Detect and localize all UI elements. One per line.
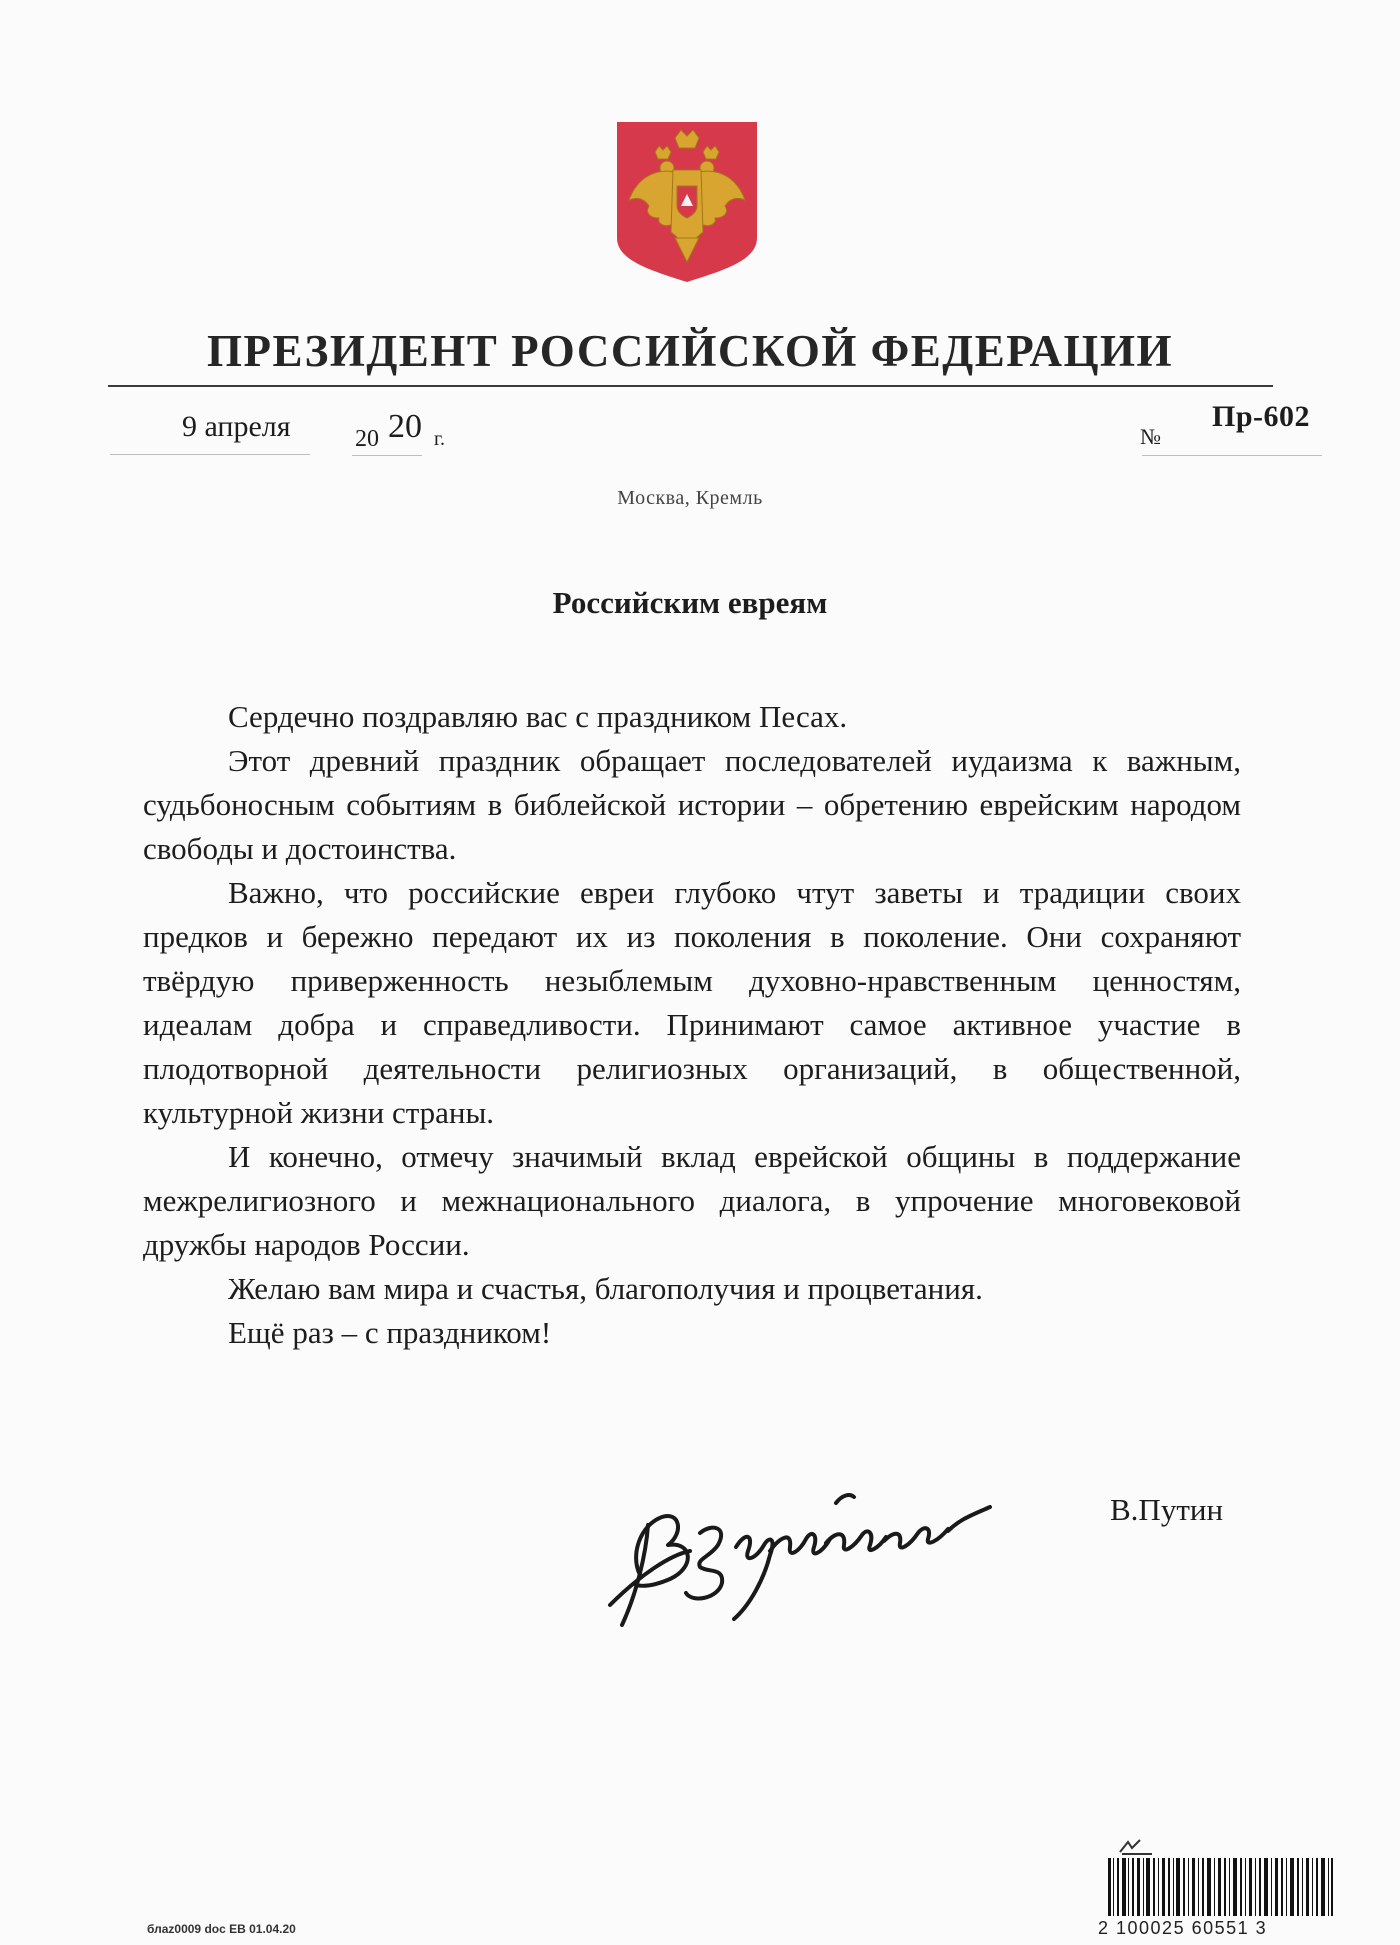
- barcode-icon: [1108, 1858, 1333, 1916]
- year-unit: г.: [434, 428, 445, 450]
- coat-of-arms-icon: [615, 120, 759, 284]
- paragraph: Этот древний праздник обращает последователей иудаизма к важным, судьбоносным событиям в библейской истории – обретению еврейским народом свободы и достоинства.: [143, 743, 1241, 866]
- document-date: 9 апреля: [182, 410, 291, 443]
- paragraph: Желаю вам мира и счастья, благополучия и процветания.: [228, 1271, 983, 1306]
- addressee-heading: Российским евреям: [552, 585, 828, 620]
- document-place: Москва, Кремль: [617, 487, 763, 509]
- barcode-number: 2 100025 60551 3: [1098, 1918, 1268, 1938]
- signer-name: В.Путин: [1110, 1492, 1224, 1527]
- paragraph: Сердечно поздравляю вас с праздником Песах.: [228, 699, 848, 734]
- footer-code: блаz0009 doc EB 01.04.20: [147, 1922, 296, 1936]
- document-number: Пр-602: [1212, 400, 1311, 433]
- paragraph: Важно, что российские евреи глубоко чтут заветы и традиции своих предков и бережно передают их из поколения в поколение. Они сохраняют твёрдую приверженность незыблемым духовно-нравственным ценностям, идеалам добра и справедливости. Принимают самое активное участие в плодотворной деятельности религиозных организаций, в общественной, культурной жизни страны.: [143, 875, 1241, 1130]
- year-field-line: [352, 455, 422, 456]
- number-sign: №: [1140, 424, 1161, 449]
- number-field-line: [1142, 455, 1322, 456]
- paragraph: И конечно, отмечу значимый вклад еврейской общины в поддержание межрелигиозного и межнационального диалога, в упрочение многовековой дружбы народов России.: [143, 1139, 1241, 1262]
- year-suffix: 20: [388, 408, 422, 445]
- paragraph: Ещё раз – с праздником!: [228, 1315, 552, 1350]
- barcode-mark-icon: [1118, 1838, 1154, 1856]
- handwritten-signature: [600, 1455, 1005, 1630]
- letter-body: [143, 695, 1241, 1355]
- header-divider: [108, 385, 1273, 387]
- letterhead-title: ПРЕЗИДЕНТ РОССИЙСКОЙ ФЕДЕРАЦИИ: [207, 326, 1173, 376]
- year-prefix: 20: [355, 426, 379, 452]
